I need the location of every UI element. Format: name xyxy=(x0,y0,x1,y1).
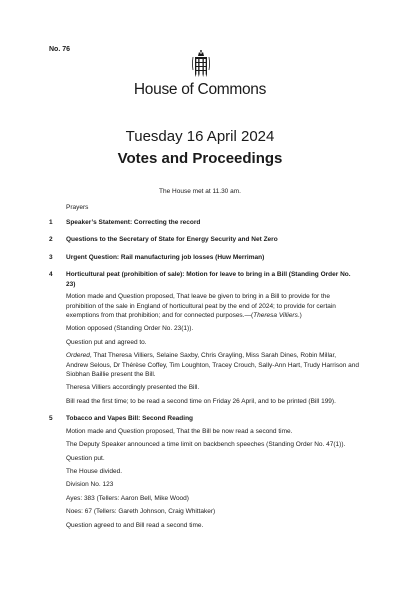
ordered-paragraph xyxy=(66,351,359,379)
motion-close: .) xyxy=(297,311,302,319)
house-met-time: The House met at 11.30 am. xyxy=(159,188,241,195)
ordered-word: Ordered xyxy=(66,352,90,360)
portcullis-crest-icon xyxy=(190,50,212,78)
item-title: Urgent Question: Rail manufacturing job losses (Huw Merriman) xyxy=(66,253,265,261)
proceeding-item xyxy=(49,235,359,244)
division-ayes: Ayes: 383 (Tellers: Aaron Bell, Mike Wood) xyxy=(66,494,189,502)
item-number: 1 xyxy=(49,219,53,226)
document-number: No. 76 xyxy=(49,46,71,53)
item-number: 4 xyxy=(49,271,53,279)
proceeding-paragraph: Motion made and Question proposed, That the Bill be now read a second time. xyxy=(66,427,293,435)
prayers-label: Prayers xyxy=(66,204,89,211)
division-noes: Noes: 67 (Tellers: Gareth Johnson, Craig Whittaker) xyxy=(66,508,216,516)
item-title: Tobacco and Vapes Bill: Second Reading xyxy=(66,415,194,423)
document-title: Votes and Proceedings xyxy=(117,150,283,167)
proceedings-body xyxy=(49,218,359,530)
proceeding-paragraph: Motion opposed (Standing Order No. 23(1)). xyxy=(66,325,194,333)
division-number: Division No. 123 xyxy=(66,481,114,489)
proceeding-paragraph: The Deputy Speaker announced a time limit on backbench speeches (Standing Order No. 47(1)). xyxy=(66,441,346,449)
item-number: 5 xyxy=(49,415,53,423)
proceeding-paragraph: Question put. xyxy=(66,454,105,462)
item-title: Speaker’s Statement: Correcting the record xyxy=(66,219,201,226)
proceeding-paragraph: Bill read the first time; to be read a second time on Friday 26 April, and to be printed (Bill 199). xyxy=(66,397,336,405)
motion-paragraph xyxy=(66,292,359,320)
proceeding-paragraph: Question put and agreed to. xyxy=(66,338,147,346)
proceeding-paragraph: The House divided. xyxy=(66,468,123,476)
item-title: Questions to the Secretary of State for Energy Security and Net Zero xyxy=(66,236,278,244)
proceeding-paragraph: Theresa Villiers accordingly presented the Bill. xyxy=(66,384,200,392)
motion-mover: Theresa Villiers xyxy=(253,311,298,319)
publisher-name: House of Commons xyxy=(133,81,267,98)
item-number: 2 xyxy=(49,236,53,244)
sitting-date: Tuesday 16 April 2024 xyxy=(125,128,275,145)
item-number: 3 xyxy=(49,253,53,261)
proceeding-item xyxy=(49,253,359,262)
proceeding-item-tobacco-bill xyxy=(49,414,359,423)
proceeding-paragraph: Question agreed to and Bill read a second time. xyxy=(66,521,204,529)
proceeding-item-peat-bill xyxy=(49,270,359,320)
item-title: Horticultural peat (prohibition of sale): Motion for leave to bring in a Bill (Standing Order No. 23) xyxy=(66,271,351,288)
proceeding-item xyxy=(49,218,359,227)
ordered-text: , That Theresa Villiers, Selaine Saxby, Chris Grayling, Miss Sarah Dines, Robin Millar, Andrew Selous, Dr Thérèse Coffey, Tim Loughton, Tracey Crouch, Sally-Ann Hart, Trudy Harrison and Siobhan Baillie present the Bill. xyxy=(66,352,359,379)
motion-text: Motion made and Question proposed, That leave be given to bring in a Bill to provide for the prohibition of the sale in England of horticultural peat by the end of 2024; to provide for certain exemptions from that prohibition; and for connected purposes.—( xyxy=(66,293,336,319)
